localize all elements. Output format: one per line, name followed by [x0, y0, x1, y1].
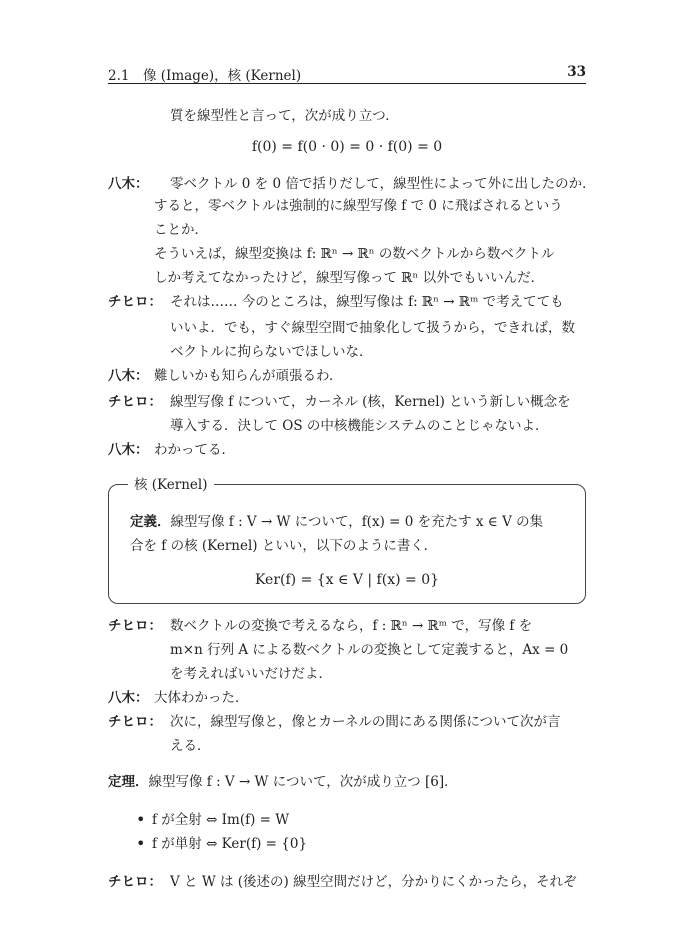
dialog-line: を考えればいいだけだよ． — [170, 666, 332, 682]
bullet-item: f が単射 ⇔ Ker(f) = {0} — [152, 836, 308, 852]
speaker-chihiro: チヒロ： — [108, 294, 162, 310]
running-header — [108, 64, 586, 84]
header-rule — [108, 83, 586, 84]
bullet-dot: • — [136, 810, 146, 829]
dialog-line: ベクトルに拘らないでほしいな． — [170, 344, 373, 360]
dialog-line: 導入する．決して OS の中核機能システムのことじゃないよ． — [170, 418, 549, 434]
dialog-line: わかってる． — [154, 442, 235, 458]
bullet-dot: • — [136, 834, 146, 853]
dialog-line: V と W は (後述の) 線型空間だけど，分かりにくかったら，それぞ — [170, 874, 577, 890]
dialog-line: m×n 行列 A による数ベクトルの変換として定義すると，Ax = 0 — [170, 642, 569, 658]
dialog-line: 大体わかった． — [154, 690, 249, 706]
speaker-yagi: 八木： — [108, 690, 149, 706]
speaker-chihiro: チヒロ： — [108, 618, 162, 634]
definition-line: 合を f の核 (Kernel) といい，以下のように書く． — [130, 538, 438, 554]
dialog-line: える． — [170, 738, 211, 754]
speaker-chihiro: チヒロ： — [108, 394, 162, 410]
definition-text: 線型写像 f : V → W について，f(x) = 0 を充たす x ∈ V の集 — [170, 514, 544, 530]
dialog-line: それは…… 今のところは，線型写像は f: ℝⁿ → ℝᵐ で考えてても — [170, 294, 564, 310]
speaker-chihiro: チヒロ： — [108, 874, 162, 890]
speaker-yagi: 八木： — [108, 176, 149, 192]
dialog-line: 線型写像 f について，カーネル (核，Kernel) という新しい概念を — [170, 394, 571, 410]
theorem-label: 定理． — [108, 774, 149, 790]
dialog-line: 零ベクトル 0 を 0 倍で括りだして，線型性によって外に出したのか． — [170, 176, 596, 192]
theorem-text: 線型写像 f : V → W について，次が成り立つ [6]． — [148, 774, 458, 790]
bullet-item: f が全射 ⇔ Im(f) = W — [152, 812, 290, 828]
definition-label: 定義． — [130, 514, 171, 530]
dialog-line: 数ベクトルの変換で考えるなら，f : ℝⁿ → ℝᵐ で，写像 f を — [170, 618, 533, 634]
speaker-yagi: 八木： — [108, 442, 149, 458]
speaker-chihiro: チヒロ： — [108, 714, 162, 730]
dialog-line: すると，零ベクトルは強制的に線型写像 f で 0 に飛ばされるという — [154, 198, 563, 214]
definition-box-title: 核 (Kernel) — [128, 475, 214, 495]
definition-line — [130, 512, 543, 532]
theorem-line — [108, 772, 458, 792]
dialog-line: 次に，線型写像と，像とカーネルの間にある関係について次が言 — [170, 714, 561, 730]
intro-line: 質を線型性と言って，次が成り立つ． — [170, 108, 399, 124]
dialog-line: いいよ．でも，すぐ線型空間で抽象化して扱うから，できれば，数 — [170, 320, 575, 336]
dialog-line: しか考えてなかったけど，線型写像って ℝⁿ 以外でもいいんだ． — [154, 270, 545, 286]
dialog-line: ことか． — [154, 222, 208, 238]
dialog-line: そういえば，線型変換は f: ℝⁿ → ℝⁿ の数ベクトルから数ベクトル — [154, 246, 555, 262]
equation-f0: f(0) = f(0 · 0) = 0 · f(0) = 0 — [251, 139, 443, 155]
kernel-equation: Ker(f) = {x ∈ V | f(x) = 0} — [254, 572, 440, 588]
dialog-line: 難しいかも知らんが頑張るわ． — [154, 368, 343, 384]
page-number: 33 — [567, 64, 586, 80]
section-title: 2.1 像 (Image)，核 (Kernel) — [108, 68, 302, 84]
speaker-yagi: 八木： — [108, 368, 149, 384]
